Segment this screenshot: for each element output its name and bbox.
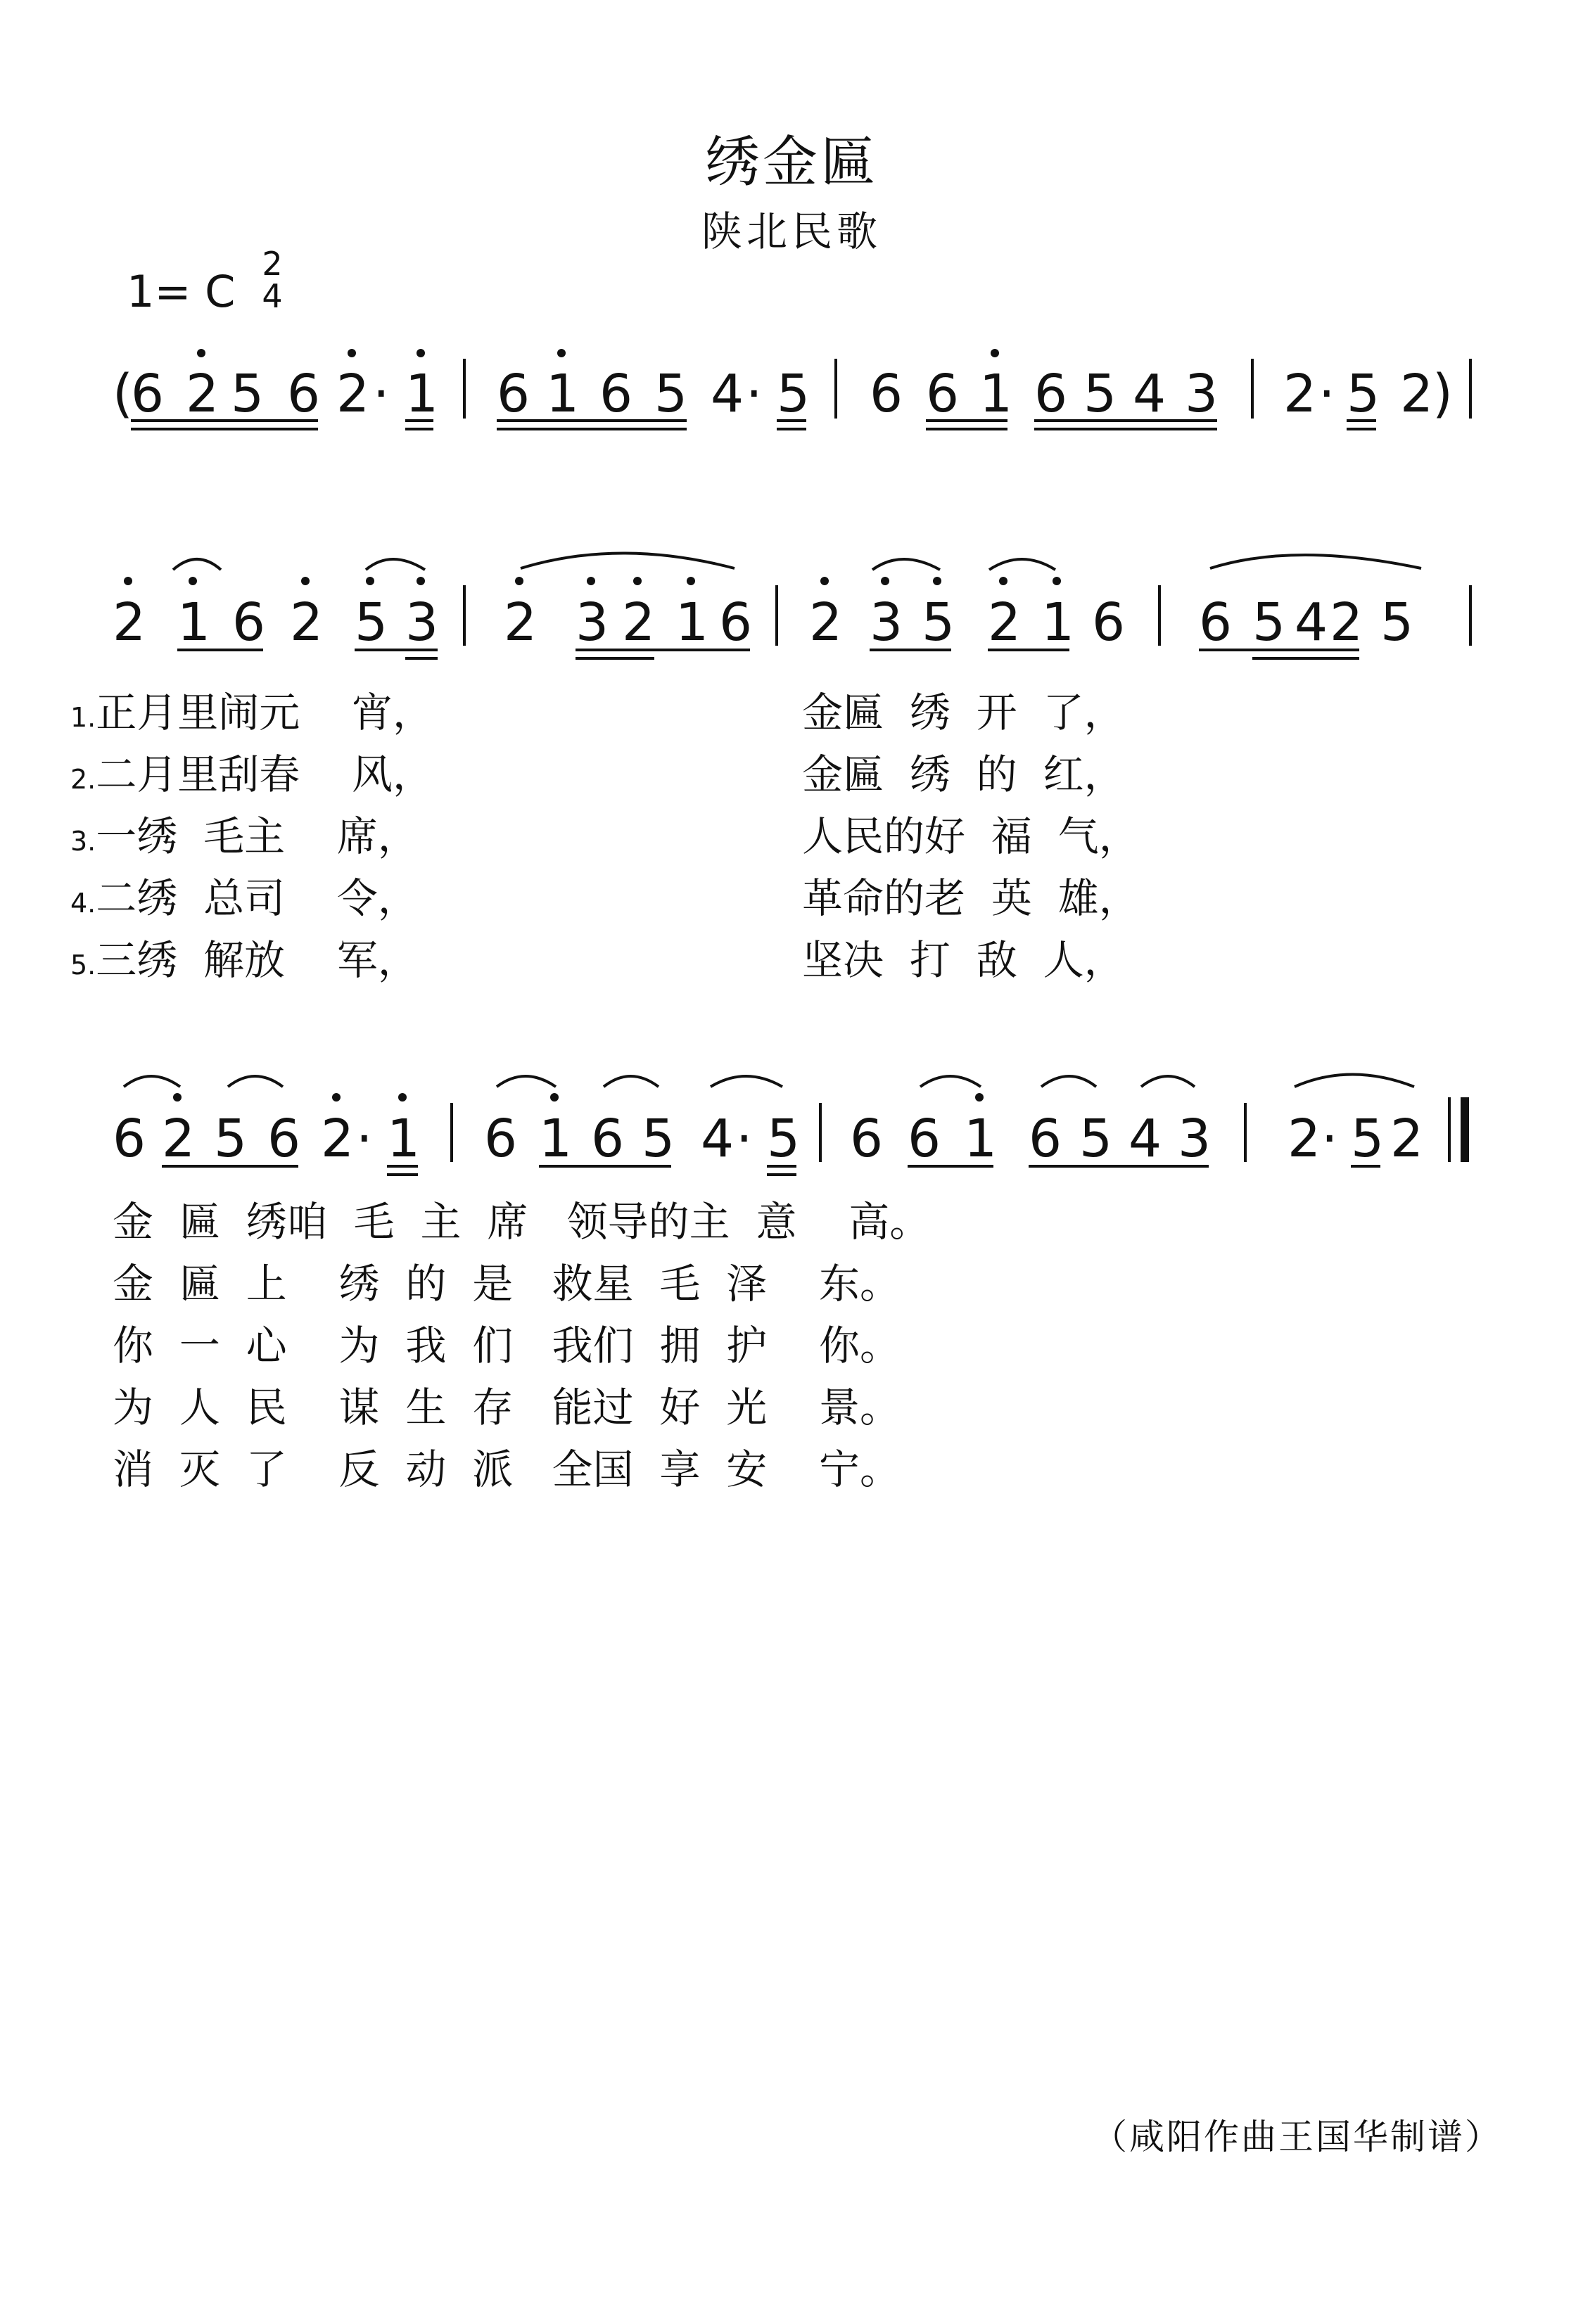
- high-octave-dot: [1053, 577, 1061, 585]
- slur: [521, 554, 735, 569]
- key-signature: 1= C: [127, 266, 236, 317]
- note: 3: [1185, 364, 1219, 424]
- slur: [1210, 555, 1421, 568]
- verse-line-3a2: 人民的好 福 气，: [802, 812, 1140, 860]
- slur: [872, 559, 940, 570]
- slur: [497, 1076, 556, 1087]
- high-octave-dot: [173, 1093, 182, 1102]
- time-signature-bottom: 4: [262, 277, 283, 315]
- note: 6: [131, 364, 165, 424]
- note: 2: [162, 1109, 196, 1169]
- note: ): [1432, 364, 1453, 424]
- verse-line-4b: 为 人 民 谋 生 存 能过 好 光 景。: [113, 1384, 901, 1431]
- note: 2: [336, 364, 370, 424]
- note: 2: [290, 592, 324, 653]
- high-octave-dot: [633, 577, 642, 585]
- slur: [920, 1076, 981, 1087]
- song-title: 绣金匾: [704, 131, 878, 194]
- note: 1: [675, 592, 709, 653]
- melody-line-3: [113, 1075, 1469, 1175]
- note: ·: [373, 364, 390, 424]
- high-octave-dot: [189, 577, 197, 585]
- verse-line-5a: [70, 927, 419, 986]
- verse-line-2b: 金 匾 上 绣 的 是 救星 毛 泽 东。: [113, 1260, 901, 1308]
- note: 1: [979, 364, 1013, 424]
- note: 2: [113, 592, 146, 653]
- slur: [989, 559, 1055, 570]
- verse-line-5a2: 坚决 打 敌 人，: [802, 936, 1125, 984]
- lyric-text: 二月里刮春 风，: [96, 751, 434, 798]
- note: 6: [908, 1109, 941, 1169]
- verse-line-2a: [70, 741, 433, 800]
- note: ·: [736, 1109, 753, 1169]
- note: 5: [355, 592, 388, 653]
- note: 6: [599, 364, 633, 424]
- high-octave-dot: [124, 577, 132, 585]
- slur: [228, 1076, 283, 1087]
- lyric-text: 三绣 解放 军，: [96, 936, 419, 984]
- high-octave-dot: [881, 577, 889, 585]
- note: 5: [642, 1109, 675, 1169]
- verse-line-3a: [70, 803, 419, 862]
- slur: [173, 559, 221, 570]
- note: 5: [654, 364, 688, 424]
- note: 4: [1133, 364, 1166, 424]
- lyric-text: 二绣 总司 令，: [96, 874, 419, 922]
- verse-line-1a2: 金匾 绣 开 了，: [802, 689, 1125, 736]
- note: 6: [926, 364, 960, 424]
- note: 1: [405, 364, 439, 424]
- high-octave-dot: [975, 1093, 984, 1102]
- note: 6: [719, 592, 753, 653]
- note: 3: [405, 592, 439, 653]
- slur: [1295, 1075, 1414, 1087]
- high-octave-dot: [366, 577, 374, 585]
- final-barline-thick: [1461, 1097, 1469, 1162]
- note: 4: [1129, 1109, 1162, 1169]
- high-octave-dot: [417, 577, 425, 585]
- high-octave-dot: [301, 577, 310, 585]
- note: 5: [214, 1109, 248, 1169]
- note: 1: [1041, 592, 1075, 653]
- note: 6: [113, 1109, 146, 1169]
- note: (: [113, 364, 133, 424]
- note: 4: [701, 1109, 735, 1169]
- note: 1: [539, 1109, 573, 1169]
- high-octave-dot: [557, 349, 566, 357]
- verse-line-2a2: 金匾 绣 的 红，: [802, 751, 1125, 798]
- high-octave-dot: [991, 349, 999, 357]
- high-octave-dot: [587, 577, 595, 585]
- note: 5: [1079, 1109, 1113, 1169]
- high-octave-dot: [332, 1093, 341, 1102]
- note: ·: [1318, 364, 1335, 424]
- note: ·: [356, 1109, 373, 1169]
- verse-line-4a2: 革命的老 英 雄，: [802, 874, 1140, 922]
- note: 2: [1330, 592, 1363, 653]
- note: 5: [1083, 364, 1117, 424]
- note: 1: [387, 1109, 421, 1169]
- note: 2: [504, 592, 538, 653]
- note: ·: [1321, 1109, 1338, 1169]
- slur: [604, 1076, 659, 1087]
- high-octave-dot: [398, 1093, 407, 1102]
- lyric-text: 正月里闹元 宵，: [96, 689, 434, 736]
- note: 3: [1178, 1109, 1212, 1169]
- verse-line-1b: 金 匾 绣咱 毛 主 席 领导的主 意 高。: [113, 1198, 931, 1246]
- high-octave-dot: [417, 349, 425, 357]
- note: 6: [1029, 1109, 1062, 1169]
- high-octave-dot: [550, 1093, 559, 1102]
- high-octave-dot: [348, 349, 356, 357]
- note: 2: [1288, 1109, 1321, 1169]
- note: 5: [1380, 592, 1414, 653]
- note: 2: [1390, 1109, 1424, 1169]
- note: 4: [1295, 592, 1328, 653]
- note: 5: [767, 1109, 801, 1169]
- slur: [366, 559, 425, 570]
- note: 5: [1252, 592, 1286, 653]
- verse-line-5b: 消 灭 了 反 动 派 全国 享 安 宁。: [113, 1445, 901, 1493]
- high-octave-dot: [999, 577, 1007, 585]
- note: 2: [622, 592, 656, 653]
- note: 3: [870, 592, 903, 653]
- high-octave-dot: [515, 577, 523, 585]
- note: 5: [777, 364, 810, 424]
- credit-footer: （咸阳作曲王国华制谱）: [1092, 2116, 1502, 2157]
- note: 1: [546, 364, 580, 424]
- note: 5: [1351, 1109, 1385, 1169]
- note: 2: [321, 1109, 355, 1169]
- slur: [124, 1076, 180, 1087]
- high-octave-dot: [197, 349, 205, 357]
- time-signature-top: 2: [262, 245, 283, 283]
- verse-number: 3.: [70, 826, 96, 857]
- verse-line-3b: 你 一 心 为 我 们 我们 拥 护 你。: [113, 1322, 901, 1370]
- note: 6: [1199, 592, 1233, 653]
- verse-number: 1.: [70, 702, 96, 733]
- note: 2: [809, 592, 843, 653]
- note: 6: [1034, 364, 1068, 424]
- verse-number: 5.: [70, 950, 96, 981]
- verse-number: 2.: [70, 764, 96, 795]
- note: 2: [1283, 364, 1317, 424]
- note: 5: [1347, 364, 1380, 424]
- verse-line-4a: [70, 865, 419, 924]
- melody-line-2: [113, 554, 1470, 659]
- note: 2: [1400, 364, 1434, 424]
- note: 6: [850, 1109, 884, 1169]
- high-octave-dot: [687, 577, 695, 585]
- note: 6: [232, 592, 266, 653]
- note: 6: [267, 1109, 301, 1169]
- slur: [1041, 1076, 1096, 1087]
- slur: [1141, 1076, 1195, 1087]
- note: ·: [746, 364, 763, 424]
- note: 6: [870, 364, 903, 424]
- note: 6: [591, 1109, 625, 1169]
- slur: [711, 1076, 782, 1087]
- verse-number: 4.: [70, 888, 96, 919]
- lyric-text: 一绣 毛主 席，: [96, 812, 419, 860]
- note: 1: [964, 1109, 998, 1169]
- note: 3: [576, 592, 609, 653]
- note: 6: [1092, 592, 1126, 653]
- note: 6: [287, 364, 321, 424]
- high-octave-dot: [820, 577, 829, 585]
- note: 6: [484, 1109, 518, 1169]
- note: 5: [922, 592, 955, 653]
- note: 5: [231, 364, 265, 424]
- note: 2: [186, 364, 220, 424]
- note: 4: [711, 364, 744, 424]
- high-octave-dot: [933, 577, 941, 585]
- intro-line: [113, 349, 1470, 429]
- note: 1: [177, 592, 211, 653]
- verse-line-1a: [70, 679, 433, 739]
- note: 6: [497, 364, 530, 424]
- song-origin: 陕北民歌: [701, 208, 882, 255]
- note: 2: [988, 592, 1022, 653]
